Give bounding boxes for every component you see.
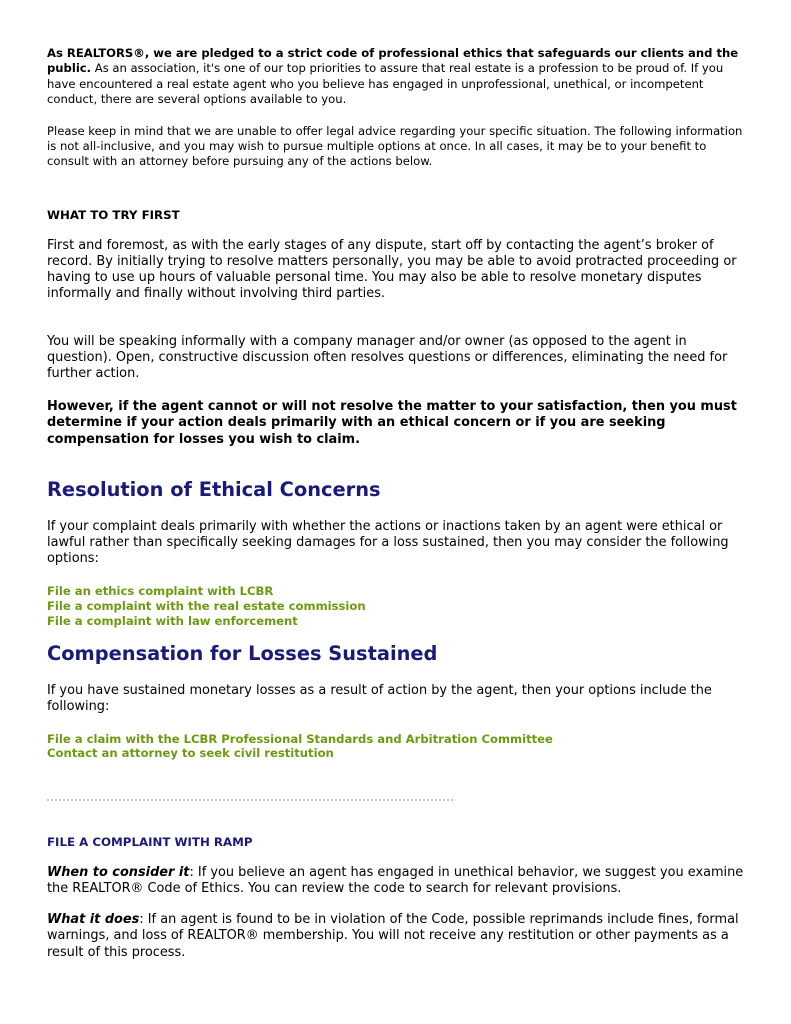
compensation-heading: Compensation for Losses Sustained [47, 642, 438, 666]
section-divider [47, 799, 453, 801]
intro-lead-bold: As REALTORS®, we are pledged to a strict code of professional ethics that safeguards our clients and the public. [47, 46, 739, 76]
ramp-what-paragraph [47, 912, 745, 961]
compensation-options-list [47, 732, 745, 761]
ethical-paragraph: If your complaint deals primarily with whether the actions or inactions taken by an agent were ethical or lawful rather than specifically seeking damages for a loss sustained, then you may consider the following options: [47, 518, 729, 567]
ethics-complaint-link[interactable]: File an ethics complaint with LCBR [47, 584, 274, 599]
ethical-heading: Resolution of Ethical Concerns [47, 477, 381, 501]
try-first-heading: WHAT TO TRY FIRST [47, 207, 180, 222]
ethical-options-list [47, 584, 745, 628]
law-enforcement-link[interactable]: File a complaint with law enforcement [47, 613, 298, 628]
compensation-paragraph: If you have sustained monetary losses as a result of action by the agent, then your options include the following: [47, 683, 712, 715]
intro-paragraph [47, 46, 745, 108]
disclaimer-paragraph: Please keep in mind that we are unable to offer legal advice regarding your specific situation. The following information is not all-inclusive, and you may wish to pursue multiple options at once. In all cases, it may be to your benefit to consult with an attorney before pursuing any of the actions below. [47, 123, 743, 169]
intro-lead-rest: As an association, it's one of our top priorities to assure that real estate is a profession to be proud of. If you have encountered a real estate agent who you believe has engaged in unprofessional, unethical, or incompetent conduct, there are several options available to you. [47, 61, 724, 107]
ramp-what-text: : If an agent is found to be in violation of the Code, possible reprimands include fines, formal warnings, and loss of REALTOR® membership. You will not receive any restitution or other payments as a result of this process. [47, 912, 739, 960]
attorney-link[interactable]: Contact an attorney to seek civil restitution [47, 746, 334, 761]
ramp-when-label: When to consider it [47, 864, 190, 880]
ramp-when-text: : If you believe an agent has engaged in unethical behavior, we suggest you examine the REALTOR® Code of Ethics. You can review the code to search for relevant provisions. [47, 864, 744, 897]
try-first-paragraph-3: However, if the agent cannot or will not resolve the matter to your satisfaction, then you must determine if your action deals primarily with an ethical concern or if you are seeking compensation for losses you wish to claim. [47, 399, 737, 447]
ramp-heading: FILE A COMPLAINT WITH RAMP [47, 834, 253, 849]
try-first-paragraph-1: First and foremost, as with the early stages of any dispute, start off by contacting the agent’s broker of record. By initially trying to resolve matters personally, you may be able to avoid protracted proceeding or having to use up hours of valuable personal time. You may also be able to resolve monetary disputes informally and finally without involving third parties. [47, 237, 737, 302]
ramp-what-label: What it does [47, 912, 140, 928]
real-estate-commission-link[interactable]: File a complaint with the real estate commission [47, 599, 366, 614]
ramp-when-paragraph [47, 865, 745, 897]
arbitration-claim-link[interactable]: File a claim with the LCBR Professional Standards and Arbitration Committee [47, 731, 553, 746]
try-first-paragraph-2: You will be speaking informally with a company manager and/or owner (as opposed to the agent in question). Open, constructive discussion often resolves questions or differences, eliminating the need for further action. [47, 333, 728, 382]
